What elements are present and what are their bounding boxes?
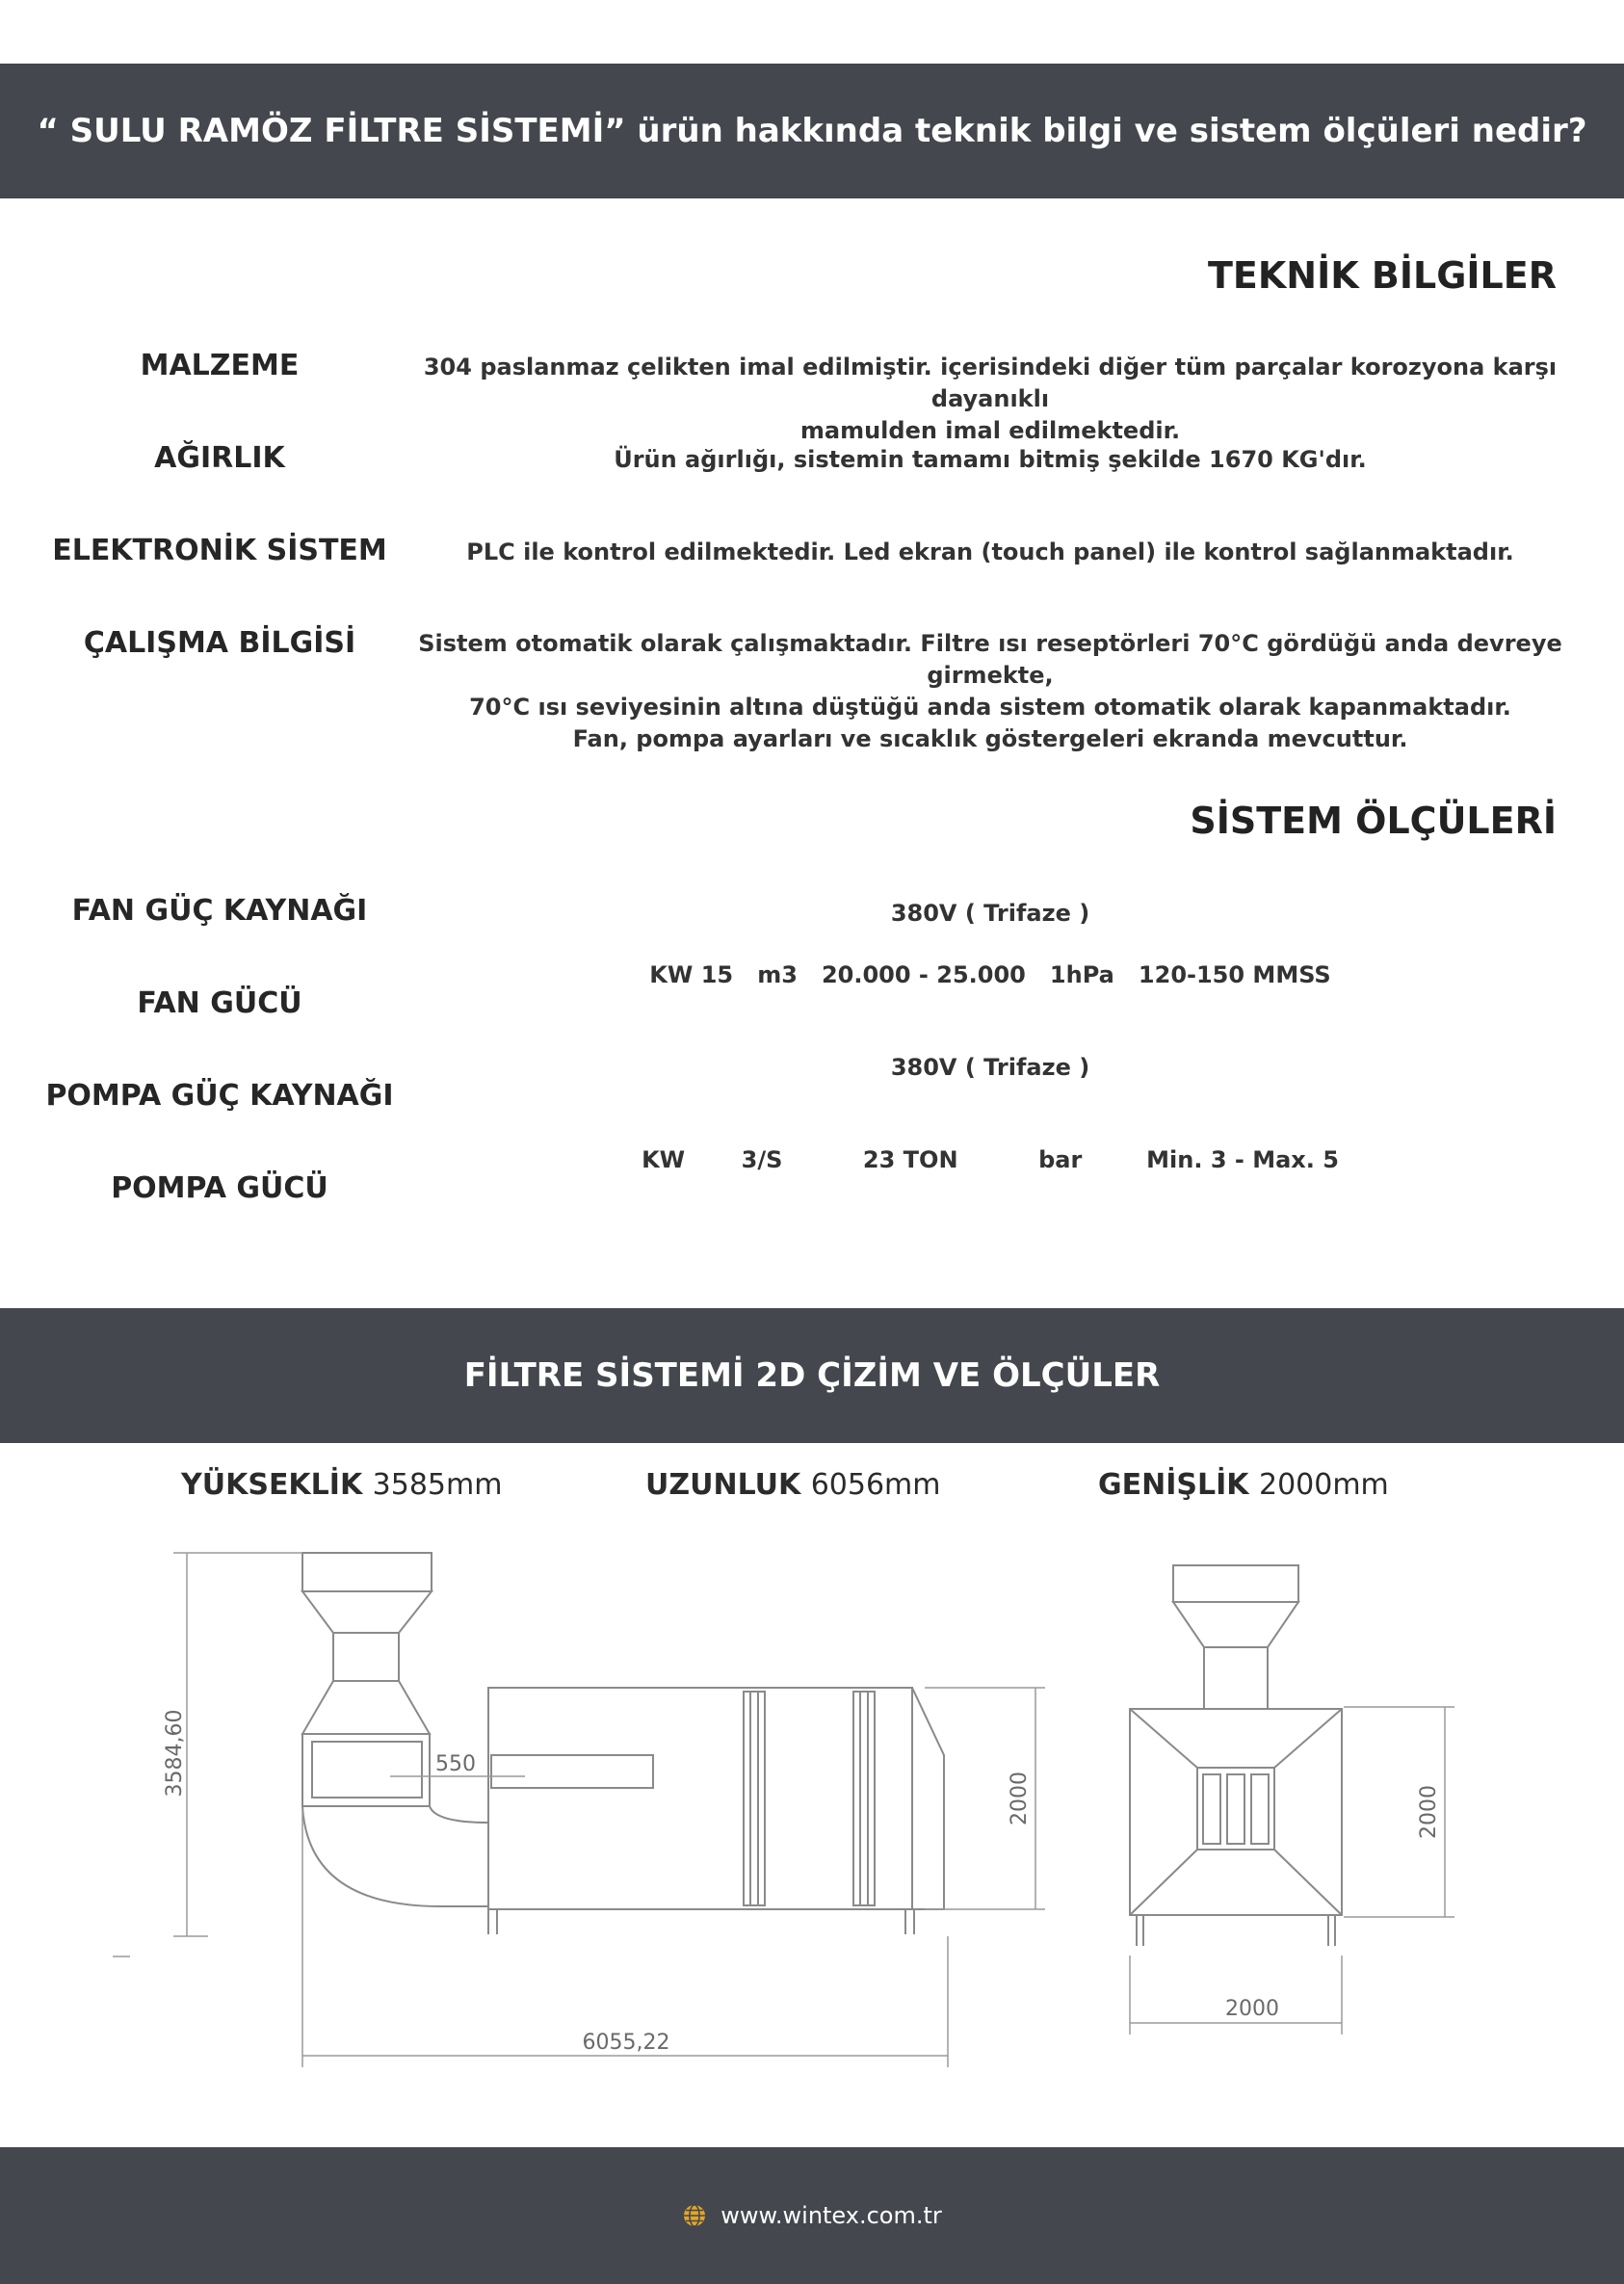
length-annotation: 6055,22: [582, 2031, 670, 2055]
electronic-line-1: PLC ile kontrol edilmektedir. Led ekran (touch panel) ile kontrol sağlanmaktadır.: [466, 538, 1514, 565]
material-label: MALZEME: [140, 349, 300, 382]
front-hopper-funnel: [1173, 1602, 1298, 1647]
pump-power-source-label: POMPA GÜÇ KAYNAĞI: [45, 1079, 394, 1113]
front-hopper-top: [1173, 1565, 1298, 1602]
weight-label: AĞIRLIK: [154, 441, 285, 475]
operation-line-3: Fan, pompa ayarları ve sıcaklık göstergeleri ekranda mevcuttur.: [572, 725, 1408, 752]
height-annotation: 3584,60: [163, 1709, 187, 1798]
front-diag-br: [1274, 1850, 1342, 1915]
material-value: [414, 352, 1566, 447]
width-dimension-title: [1098, 1468, 1389, 1502]
weight-line-1: Ürün ağırlığı, sistemin tamamı bitmiş şekilde 1670 KG'dır.: [614, 446, 1367, 473]
electronic-value: [414, 537, 1566, 568]
website-link[interactable]: www.wintex.com.tr: [720, 2202, 942, 2229]
length-dimension-title: [645, 1468, 941, 1502]
technical-section-title: TEKNİK BİLGİLER: [1207, 254, 1557, 297]
measurements-section-title: SİSTEM ÖLÇÜLERİ: [1190, 800, 1557, 842]
front-hopper-neck: [1204, 1647, 1268, 1709]
material-line-1: 304 paslanmaz çelikten imal edilmiştir. içerisindeki diğer tüm parçalar korozyona karşı dayanıklı: [423, 354, 1558, 412]
fan-power-value: KW 15 m3 20.000 - 25.000 1hPa 120-150 MMSS: [649, 961, 1331, 988]
fan-power-source-label: FAN GÜÇ KAYNAĞI: [71, 894, 368, 928]
front-diag-bl: [1130, 1850, 1197, 1915]
front-diag-tl: [1130, 1709, 1197, 1768]
width-dimension-label: GENİŞLİK: [1098, 1468, 1249, 1502]
operation-line-1: Sistem otomatik olarak çalışmaktadır. Filtre ısı reseptörleri 70°C gördüğü anda devreye girmekte,: [418, 630, 1562, 689]
side-duct-window: [312, 1742, 422, 1798]
front-diag-tr: [1274, 1709, 1342, 1768]
side-hopper-funnel: [302, 1591, 432, 1633]
operation-line-2: 70°C ısı seviyesinin altına düştüğü anda sistem otomatik olarak kapanmaktadır.: [469, 694, 1511, 721]
front-filter-box: [1197, 1768, 1274, 1850]
side-duct-box: [302, 1734, 430, 1806]
side-hopper-neck: [333, 1633, 399, 1681]
side-main-body: [488, 1688, 912, 1909]
front-filter-3: [1251, 1774, 1269, 1844]
pump-power-source-value: 380V ( Trifaze ): [890, 1054, 1090, 1081]
electronic-label: ELEKTRONİK SİSTEM: [52, 534, 387, 567]
height-dimension-value: 3585mm: [372, 1468, 503, 1502]
height-dimension-title: [181, 1468, 502, 1502]
length-dimension-label: UZUNLUK: [645, 1468, 801, 1502]
front-filter-2: [1227, 1774, 1244, 1844]
duct-annotation: 550: [435, 1752, 476, 1776]
side-inner-pipe: [491, 1755, 653, 1788]
material-line-2: mamulden imal edilmektedir.: [799, 417, 1181, 444]
side-filter-rail-2: [853, 1692, 875, 1905]
side-view: [302, 1553, 944, 1934]
drawing-section-band: [0, 1308, 1624, 1443]
page-title: “ SULU RAMÖZ FİLTRE SİSTEMİ” ürün hakkında teknik bilgi ve sistem ölçüleri nedir?: [37, 112, 1587, 150]
footer-band: [0, 2147, 1624, 2284]
pump-power-label: POMPA GÜCÜ: [111, 1171, 328, 1205]
height-dimension-label: YÜKSEKLİK: [181, 1468, 363, 1502]
technical-drawing: [0, 1532, 1624, 2090]
front-dimension-lines: [1130, 1707, 1454, 2035]
drawing-section-title: FİLTRE SİSTEMİ 2D ÇİZİM VE ÖLÇÜLER: [463, 1356, 1161, 1395]
globe-icon: [682, 2203, 707, 2228]
fan-power-source-value: 380V ( Trifaze ): [890, 900, 1090, 927]
side-hopper-expander: [302, 1681, 430, 1734]
side-end-cap: [912, 1688, 944, 1909]
width-dimension-value: 2000mm: [1258, 1468, 1389, 1502]
operation-value: [414, 628, 1566, 755]
front-height-annotation: 2000: [1417, 1785, 1441, 1839]
side-height-annotation: 2000: [1008, 1772, 1032, 1825]
weight-value: [414, 444, 1566, 476]
pump-power-value: KW 3/S 23 TON bar Min. 3 - Max. 5: [642, 1146, 1339, 1173]
front-view: [1130, 1565, 1342, 1946]
side-dimension-lines: [113, 1553, 1045, 2067]
footer-content: [682, 2202, 942, 2229]
length-dimension-value: 6056mm: [810, 1468, 941, 1502]
header-band: [0, 64, 1624, 198]
side-hopper-top: [302, 1553, 432, 1591]
front-width-annotation: 2000: [1225, 1997, 1279, 2021]
front-filter-1: [1203, 1774, 1220, 1844]
side-elbow-inner: [430, 1806, 488, 1823]
fan-power-label: FAN GÜCÜ: [137, 986, 302, 1020]
side-filter-rail-1: [744, 1692, 765, 1905]
operation-label: ÇALIŞMA BİLGİSİ: [83, 626, 356, 660]
